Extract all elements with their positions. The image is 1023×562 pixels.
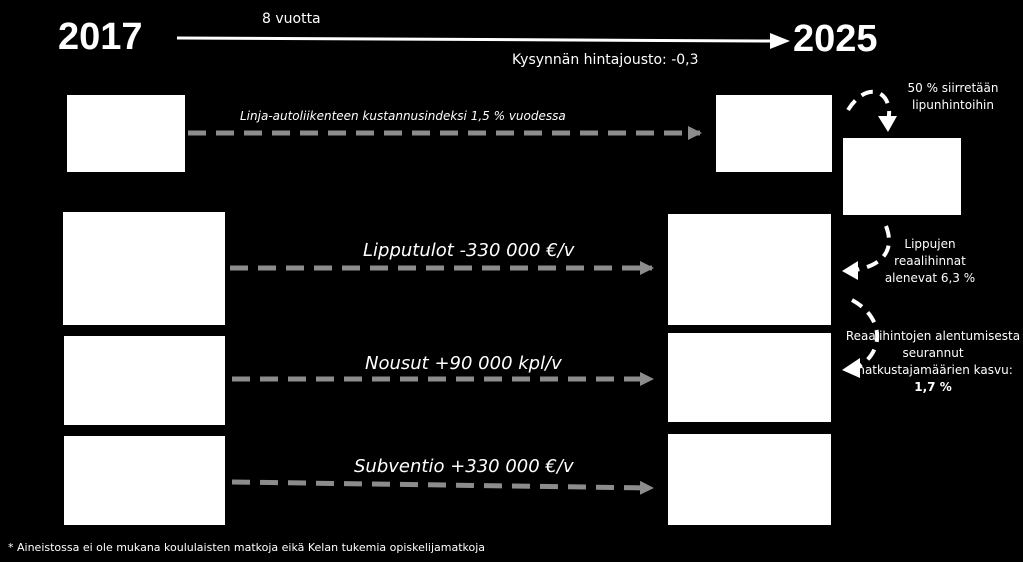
year-start: 2017 [58,16,143,58]
footnote: * Aineistossa ei ole mukana koululaisten matkoja eikä Kelan tukemia opiskelijamatkoja [8,541,486,554]
pass-through-curve-head [878,116,897,132]
real-prices-line-2: reaalihinnat [894,254,966,268]
growth-note [843,328,1023,396]
boardings-box-2025 [668,333,831,422]
timeline-arrow [177,33,790,49]
revenue-box-2017 [63,212,225,325]
growth-line-1: Reaalihintojen alentumisesta [845,329,1021,343]
duration-label: 8 vuotta [262,11,321,27]
ticket-price-box-2025 [843,138,961,215]
pass-through-note [893,80,1013,114]
growth-line-3: matkustajamäärien kasvu: [853,363,1013,377]
year-end: 2025 [793,18,878,60]
pass-through-line-1: 50 % siirretään [907,81,999,95]
real-prices-line-3: alenevat 6,3 % [884,271,976,285]
real-prices-note [870,236,990,287]
boardings-label: Nousut +90 000 kpl/v [365,353,562,374]
subsidy-label: Subventio +330 000 €/v [354,456,574,477]
ticket-revenue-label: Lipputulot -330 000 €/v [363,240,575,261]
cost-index-label: Linja-autoliikenteen kustannusindeksi 1,5 % vuodessa [240,109,566,123]
real-price-curve-head [842,261,858,280]
subsidy-arrow [232,482,652,488]
elasticity-label: Kysynnän hintajousto: -0,3 [512,52,699,68]
boardings-box-2017 [64,336,225,425]
revenue-box-2025 [668,214,831,325]
growth-value: 1,7 % [914,380,952,394]
cost-box-2025 [716,95,832,172]
real-prices-line-1: Lippujen [904,237,956,251]
pass-through-line-2: lipunhintoihin [912,98,994,112]
growth-line-2: seurannut [902,346,964,360]
cost-box-2017 [67,95,185,172]
subsidy-box-2025 [668,434,831,525]
subsidy-box-2017 [64,436,225,525]
